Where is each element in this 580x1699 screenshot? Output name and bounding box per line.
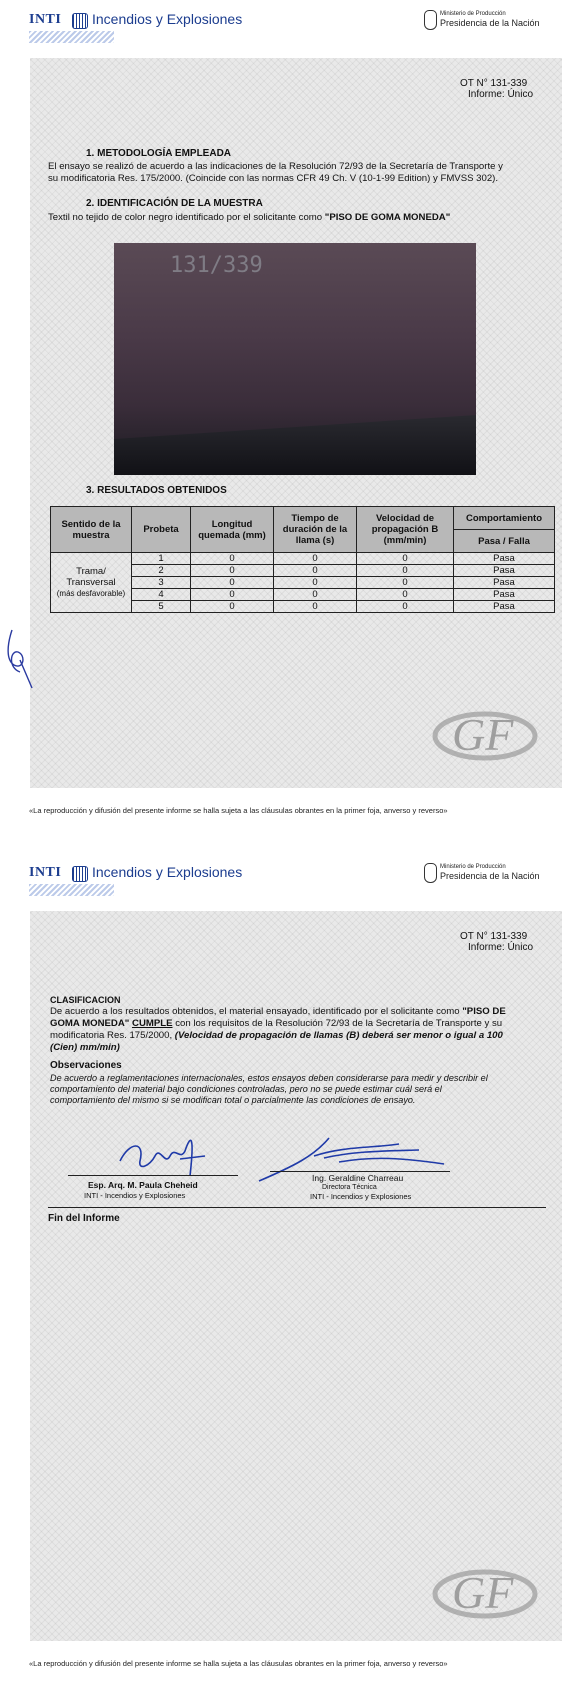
probeta-cell: 3 xyxy=(132,577,191,589)
fin-del-informe: Fin del Informe xyxy=(48,1213,120,1224)
header-stripe xyxy=(29,31,114,43)
department-name: Incendios y Explosiones xyxy=(92,864,243,880)
tiempo-cell: 0 xyxy=(274,601,357,613)
tiempo-cell: 0 xyxy=(274,565,357,577)
velocidad-cell: 0 xyxy=(357,565,454,577)
section-2-text xyxy=(48,212,450,224)
ministry-name: Ministerio de Producción xyxy=(440,11,506,17)
section-2-title: 2. IDENTIFICACIÓN DE LA MUESTRA xyxy=(86,198,263,209)
resultado-cell: Pasa xyxy=(454,565,555,577)
report-body xyxy=(30,58,562,788)
clasificacion-text: con los requisitos de la Resolución 72/93 de la Secretaría de Transporte y su xyxy=(172,1018,503,1029)
photo-floor xyxy=(114,415,476,475)
signature-line-1 xyxy=(68,1175,238,1176)
report-page-1 xyxy=(0,0,580,846)
report-body xyxy=(30,911,562,1641)
observaciones-line2: comportamiento del material bajo condiciones controladas, pero no se puede estimar cuál será el xyxy=(50,1084,442,1094)
sentido-value: Trama/ Transversal xyxy=(66,566,116,588)
col-sentido: Sentido de la muestra xyxy=(51,507,132,553)
sentido-cell xyxy=(51,553,132,613)
sentido-note: (más desfavorable) xyxy=(56,589,126,598)
longitud-cell: 0 xyxy=(191,553,274,565)
ministry-name: Ministerio de Producción xyxy=(440,864,506,870)
page-footer: «La reproducción y difusión del presente informe se halla sujeta a las cláusulas obrantes en la primer foja, anverso y reverso» xyxy=(29,806,448,815)
observaciones-title: Observaciones xyxy=(50,1060,122,1071)
clasificacion-text: modificatoria Res. 175/2000, xyxy=(50,1030,175,1041)
probeta-cell: 2 xyxy=(132,565,191,577)
clasificacion-line1 xyxy=(50,1006,506,1018)
page-footer: «La reproducción y difusión del presente informe se halla sujeta a las cláusulas obrantes en la primer foja, anverso y reverso» xyxy=(29,1659,448,1668)
longitud-cell: 0 xyxy=(191,577,274,589)
sample-photo xyxy=(114,243,476,475)
results-table xyxy=(50,506,555,613)
ot-number: OT N° 131-339 xyxy=(460,78,528,89)
presidency-name: Presidencia de la Nación xyxy=(440,871,540,881)
inti-emblem-icon xyxy=(72,13,88,29)
section-divider xyxy=(48,1207,546,1208)
resultado-cell: Pasa xyxy=(454,577,555,589)
col-velocidad: Velocidad de propagación B (mm/min) xyxy=(357,507,454,553)
gf-watermark-icon xyxy=(430,698,540,768)
section-1-text-line1: El ensayo se realizó de acuerdo a las indicaciones de la Resolución 72/93 de la Secretaría de Transporte y xyxy=(48,161,503,172)
resultado-cell: Pasa xyxy=(454,553,555,565)
report-type: Informe: Único xyxy=(468,942,534,953)
inti-logo: INTI xyxy=(29,865,62,880)
department-name: Incendios y Explosiones xyxy=(92,11,243,27)
sample-name: GOMA MONEDA" xyxy=(50,1018,133,1029)
inti-emblem-icon xyxy=(72,866,88,882)
signature-line-2 xyxy=(270,1171,450,1172)
table-row xyxy=(51,553,555,565)
velocidad-cell: 0 xyxy=(357,601,454,613)
probeta-cell: 4 xyxy=(132,589,191,601)
report-page-2 xyxy=(0,853,580,1699)
velocidad-cell: 0 xyxy=(357,553,454,565)
svg-text:GF: GF xyxy=(452,709,514,760)
signer-1-org: INTI - Incendios y Explosiones xyxy=(84,1191,186,1200)
col-probeta: Probeta xyxy=(132,507,191,553)
verdict: CUMPLE xyxy=(132,1018,173,1029)
resultado-cell: Pasa xyxy=(454,601,555,613)
col-longitud: Longitud quemada (mm) xyxy=(191,507,274,553)
longitud-cell: 0 xyxy=(191,589,274,601)
presidency-name: Presidencia de la Nación xyxy=(440,18,540,28)
sample-description: Textil no tejido de color negro identificado por el solicitante como xyxy=(48,212,325,223)
col-pasa-falla: Pasa / Falla xyxy=(454,530,555,553)
ot-number: OT N° 131-339 xyxy=(460,931,528,942)
signer-2-org: INTI - Incendios y Explosiones xyxy=(310,1192,412,1201)
signer-2-title: Directora Técnica xyxy=(322,1184,377,1191)
col-comportamiento: Comportamiento xyxy=(454,507,555,530)
longitud-cell: 0 xyxy=(191,601,274,613)
report-type: Informe: Único xyxy=(468,89,534,100)
tiempo-cell: 0 xyxy=(274,589,357,601)
observaciones-line1: De acuerdo a reglamentaciones internacionales, estos ensayos deben considerarse para medir y describir el xyxy=(50,1073,488,1083)
svg-text:GF: GF xyxy=(452,1567,514,1618)
sample-name: "PISO DE xyxy=(462,1006,506,1017)
section-1-text-line2: su modificatoria Res. 175/2000. (Coincide con las normas CFR 49 Ch. V (10-1-99 Edition) y FMVSS 302). xyxy=(48,173,499,184)
velocidad-cell: 0 xyxy=(357,589,454,601)
signer-1-name: Esp. Arq. M. Paula Cheheid xyxy=(88,1180,198,1190)
signer-2-name: Ing. Geraldine Charreau xyxy=(312,1173,404,1183)
probeta-cell: 1 xyxy=(132,553,191,565)
page-header xyxy=(0,0,580,46)
page-header xyxy=(0,853,580,899)
initials-signature-icon xyxy=(2,620,42,690)
photo-label: 131/339 xyxy=(170,253,263,278)
velocidad-cell: 0 xyxy=(357,577,454,589)
col-tiempo: Tiempo de duración de la llama (s) xyxy=(274,507,357,553)
longitud-cell: 0 xyxy=(191,565,274,577)
sample-name: "PISO DE GOMA MONEDA" xyxy=(324,212,451,223)
tiempo-cell: 0 xyxy=(274,577,357,589)
clasificacion-text: De acuerdo a los resultados obtenidos, el material ensayado, identificado por el solicitante como xyxy=(50,1006,463,1017)
clasificacion-line3 xyxy=(50,1030,503,1042)
clasificacion-title: CLASIFICACION xyxy=(50,995,121,1005)
header-stripe xyxy=(29,884,114,896)
inti-logo: INTI xyxy=(29,12,62,27)
criterion-text: (Velocidad de propagación de llamas (B) deberá ser menor o igual a 100 xyxy=(174,1030,503,1041)
national-shield-icon xyxy=(424,10,437,30)
observaciones-line3: comportamiento del mismo si se modifican total o parcialmente las condiciones de ensayo. xyxy=(50,1095,416,1105)
resultado-cell: Pasa xyxy=(454,589,555,601)
section-3-title: 3. RESULTADOS OBTENIDOS xyxy=(86,485,227,496)
clasificacion-line2 xyxy=(50,1018,502,1030)
probeta-cell: 5 xyxy=(132,601,191,613)
national-shield-icon xyxy=(424,863,437,883)
gf-watermark-icon xyxy=(430,1556,540,1626)
section-1-title: 1. METODOLOGÍA EMPLEADA xyxy=(86,148,232,159)
clasificacion-line4: (Cien) mm/min) xyxy=(50,1042,120,1053)
tiempo-cell: 0 xyxy=(274,553,357,565)
